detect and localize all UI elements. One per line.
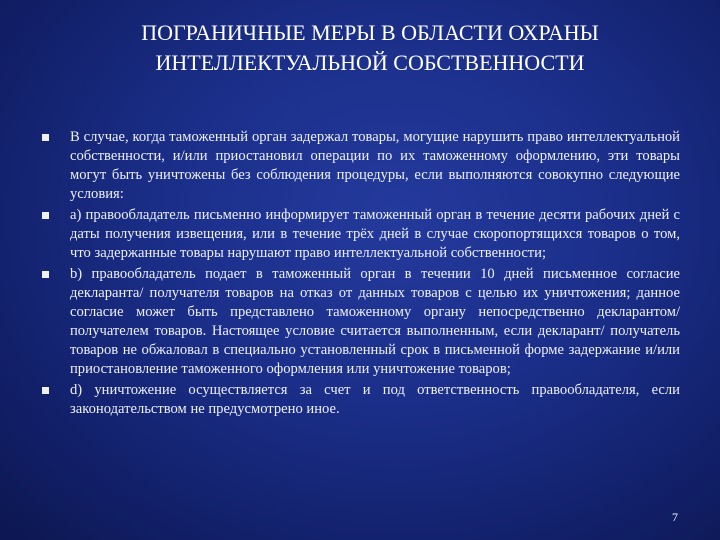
- bullet-item: [40, 128, 680, 204]
- bullet-text: a) правообладатель письменно информирует таможенный орган в течение десяти рабочих дней с даты получения извещения, или в течение трёх дней в случае скоропортящихся товаров о том, что задержанные товары нарушают право интеллектуальной собственности;: [70, 207, 680, 261]
- bullet-item: [40, 265, 680, 379]
- square-bullet-icon: [42, 212, 49, 219]
- bullet-text: d) уничтожение осуществляется за счет и под ответственность правообладателя, если законодательством не предусмотрено иное.: [70, 382, 680, 417]
- square-bullet-icon: [42, 271, 49, 278]
- square-bullet-icon: [42, 387, 49, 394]
- bullet-list: [40, 128, 680, 421]
- bullet-item: [40, 206, 680, 263]
- bullet-item: [40, 381, 680, 419]
- bullet-text: В случае, когда таможенный орган задержал товары, могущие нарушить право интеллектуальной собственности, и/или приостановил операции по их таможенному оформлению, эти товары могут быть уничтожены без соблюдения процедуры, если выполняются совокупно следующие условия:: [70, 129, 680, 202]
- square-bullet-icon: [42, 134, 49, 141]
- bullet-text: b) правообладатель подает в таможенный орган в течении 10 дней письменное согласие декларанта/ получателя товаров на отказ от данных товаров с целью их уничтожения; данное согласие может быть представлено таможенному органу непосредственно декларантом/ получателем товаров. Настоящее условие считается выполненным, если декларант/ получатель товаров не обжаловал в специально установленный срок в письменной форме задержание и/или приостановление таможенного оформления или уничтожение товаров;: [70, 266, 680, 377]
- slide-title: ПОГРАНИЧНЫЕ МЕРЫ В ОБЛАСТИ ОХРАНЫ ИНТЕЛЛЕКТУАЛЬНОЙ СОБСТВЕННОСТИ: [141, 20, 599, 75]
- page-number: 7: [672, 510, 678, 524]
